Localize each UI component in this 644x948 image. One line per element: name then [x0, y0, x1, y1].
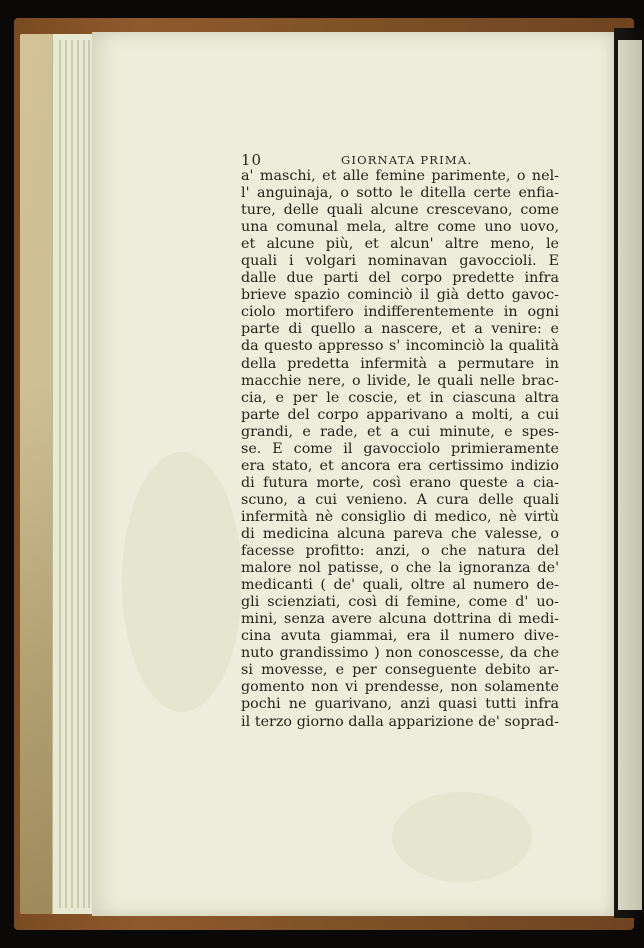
text-line: parte di quello a nascere, et a venire: e	[241, 321, 559, 338]
text-line: gli scienziati, così di femine, come d' uo-	[241, 594, 559, 611]
text-line: una comunal mela, altre come uno uovo,	[241, 219, 559, 236]
text-line: nuto grandissimo ) non conoscesse, da che	[241, 645, 559, 662]
text-line: l' anguinaja, o sotto le ditella certe enfia-	[241, 185, 559, 202]
text-line: malore nol patisse, o che la ignoranza de'	[241, 560, 559, 577]
page-edge	[88, 40, 90, 908]
paper-stain	[122, 452, 242, 712]
text-line: di futura morte, così erano queste a cia-	[241, 474, 559, 491]
text-line: ciolo mortifero indifferentemente in ogni	[241, 304, 559, 321]
text-line: et alcune più, et alcun' altre meno, le	[241, 236, 559, 253]
text-line: si movesse, e per conseguente debito ar-	[241, 662, 559, 679]
body-text	[241, 168, 559, 731]
page-edge	[83, 40, 85, 908]
text-line: grandi, e rade, et a cui minute, e spes-	[241, 423, 559, 440]
text-line: il terzo giorno dalla apparizione de' soprad-	[241, 713, 559, 730]
page-edge	[77, 40, 79, 908]
text-line: facesse profitto: anzi, o che natura del	[241, 543, 559, 560]
text-line: era stato, et ancora era certissimo indizio	[241, 457, 559, 474]
text-line: dalle due parti del corpo predette infra	[241, 270, 559, 287]
page-edge	[65, 40, 67, 908]
text-line: ture, delle quali alcune crescevano, come	[241, 202, 559, 219]
text-line: da questo appresso s' incominciò la qualità	[241, 338, 559, 355]
text-line: cia, e per le coscie, et in ciascuna altra	[241, 389, 559, 406]
text-line: a' maschi, et alle femine parimente, o nel-	[241, 168, 559, 184]
text-line: quali i volgari nominavan gavoccioli. E	[241, 253, 559, 270]
text-line: mini, senza avere alcuna dottrina di medi-	[241, 611, 559, 628]
text-line: infermità nè consiglio di medico, nè virtù	[241, 508, 559, 525]
page-number: 10	[241, 151, 263, 169]
running-head: GIORNATA PRIMA.	[341, 153, 473, 167]
text-line: brieve spazio cominciò il già detto gavoc-	[241, 287, 559, 304]
page-edge	[59, 40, 61, 908]
text-line: cina avuta giammai, era il numero dive-	[241, 628, 559, 645]
text-line: scuno, a cui venieno. A cura delle quali	[241, 491, 559, 508]
paper-stain	[392, 792, 532, 882]
text-line: della predetta infermità a permutare in	[241, 355, 559, 372]
page-edge	[71, 40, 73, 908]
text-line: di medicina alcuna pareva che valesse, o	[241, 525, 559, 542]
text-line: se. E come il gavocciolo primieramente	[241, 440, 559, 457]
text-line: macchie nere, o livide, le quali nelle brac-	[241, 372, 559, 389]
facing-page-edge	[618, 40, 642, 910]
text-line: parte del corpo apparivano a molti, a cui	[241, 406, 559, 423]
text-line: gomento non vi prendesse, non solamente	[241, 679, 559, 696]
text-line: pochi ne guarivano, anzi quasi tutti infra	[241, 696, 559, 713]
text-line: medicanti ( de' quali, oltre al numero de-	[241, 577, 559, 594]
